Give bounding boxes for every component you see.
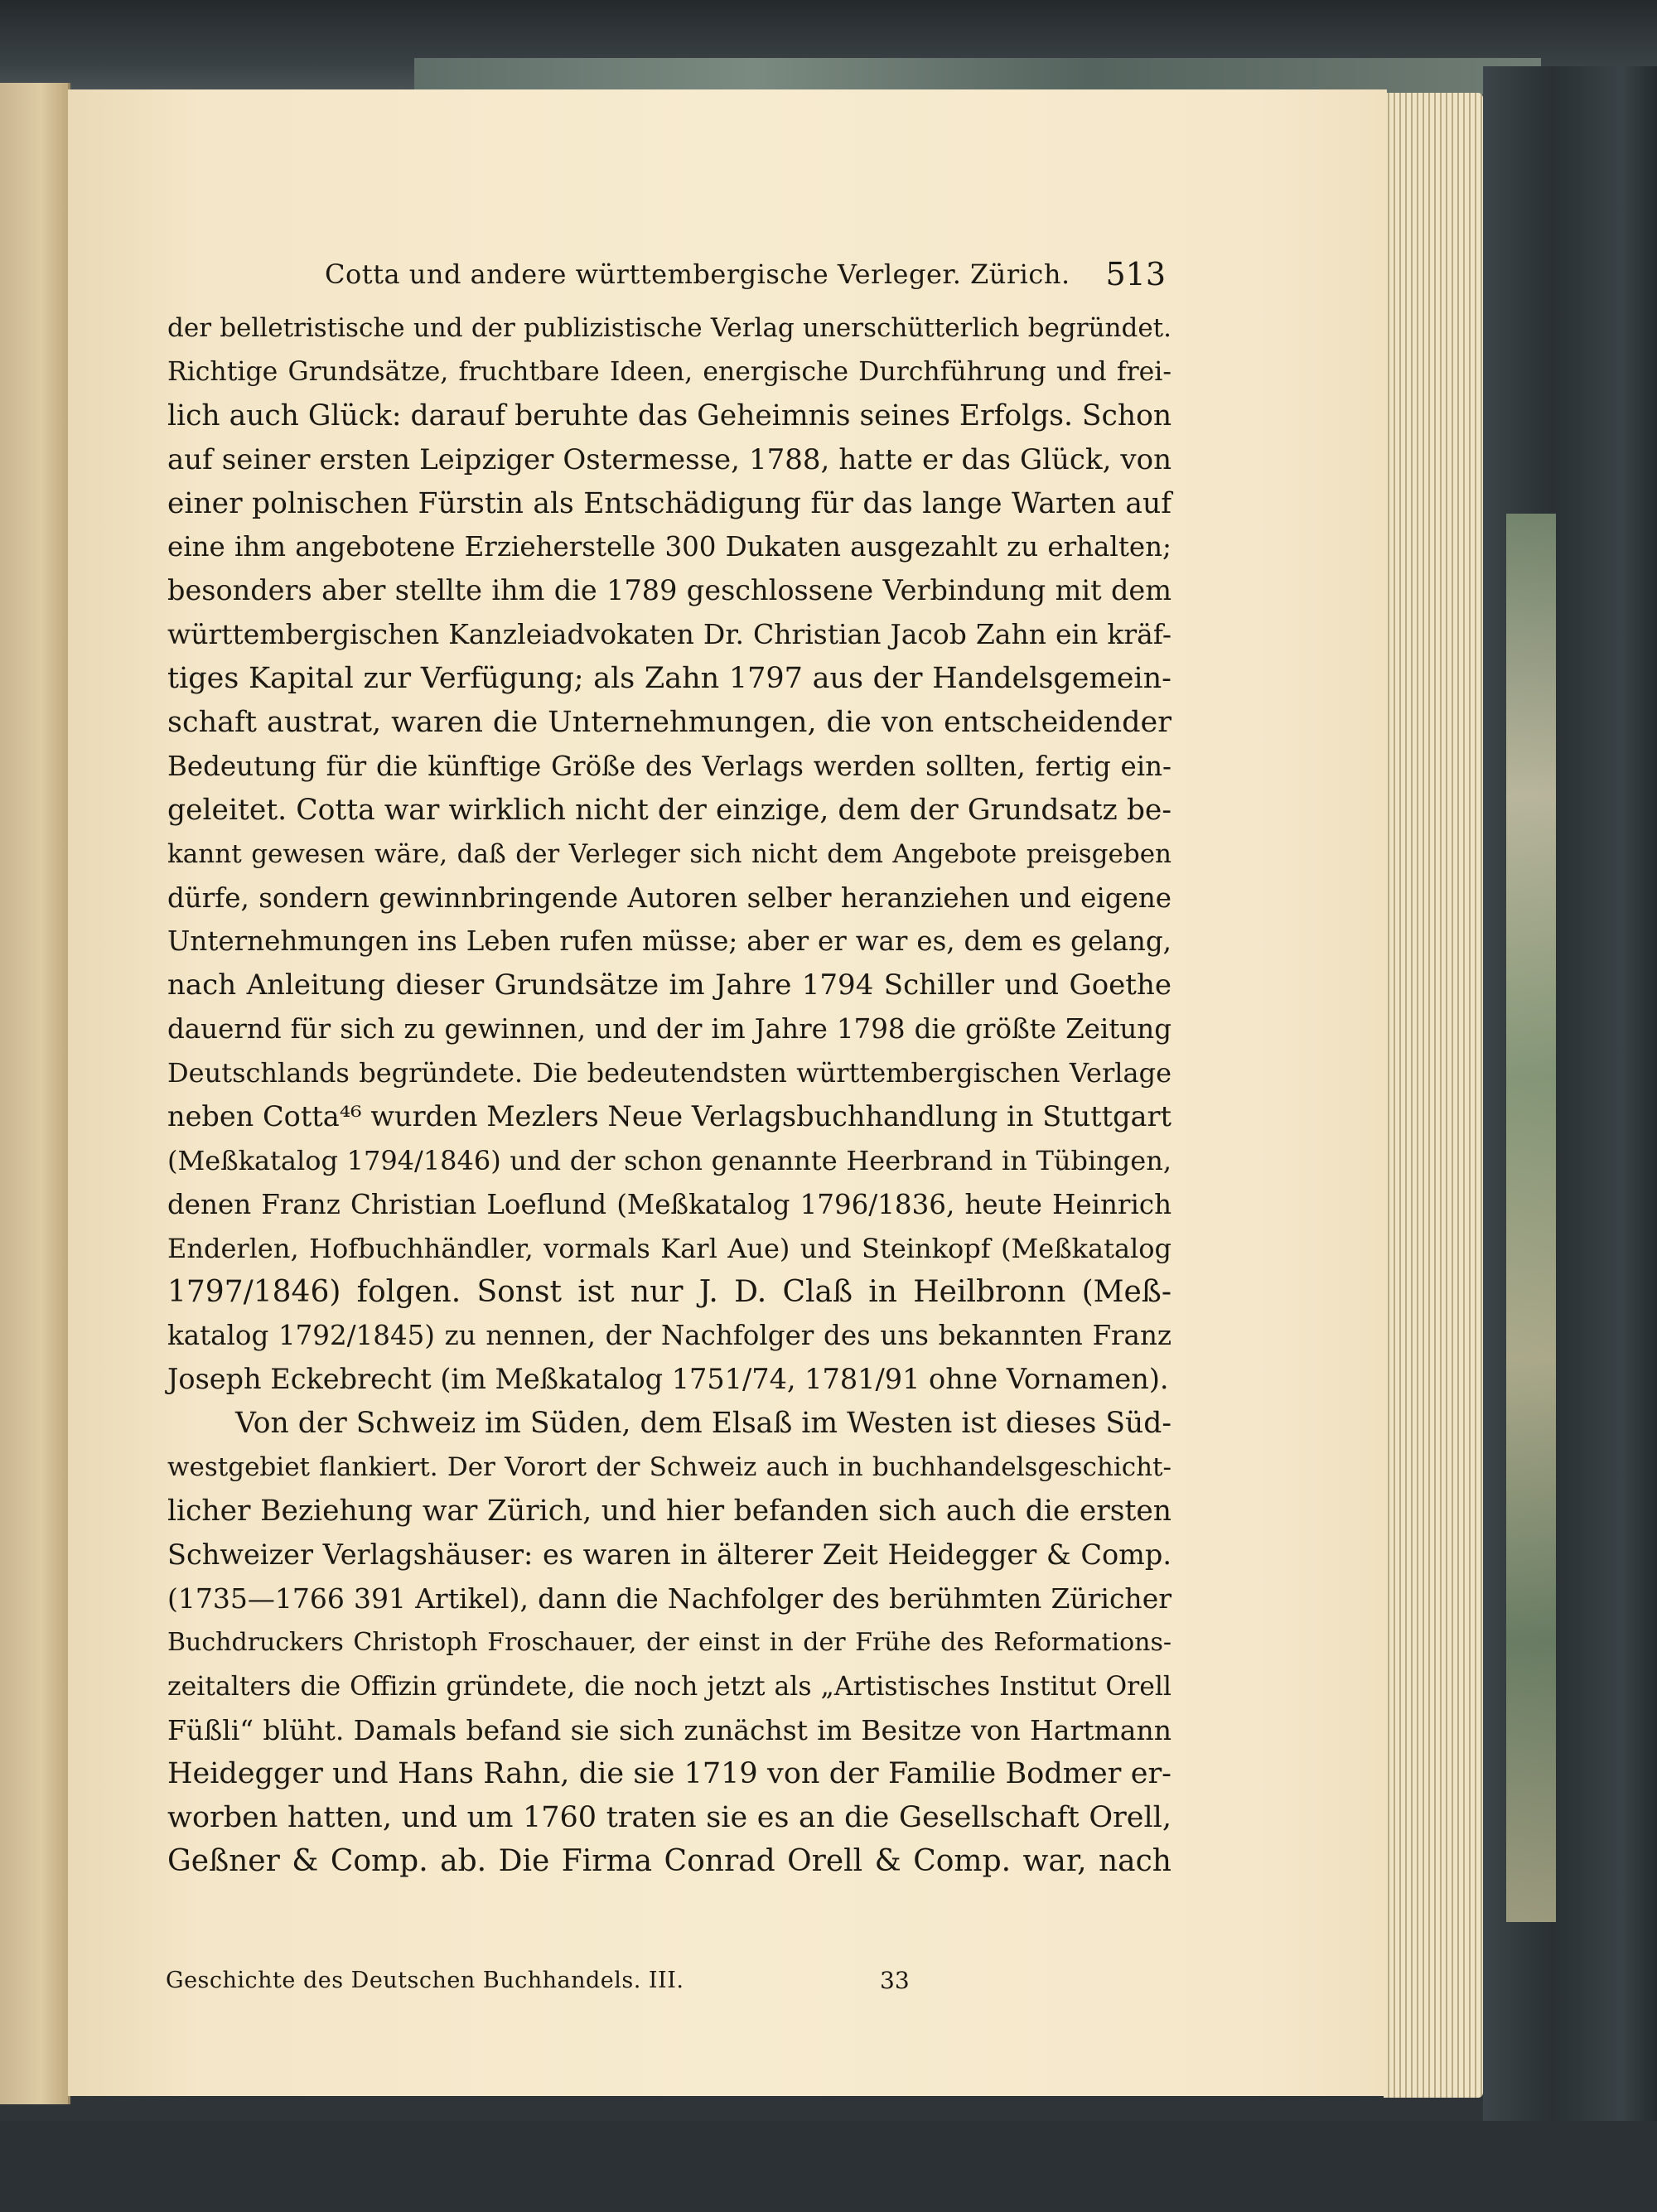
text-line: eine ihm angebotene Erzieherstelle 300 Dukaten ausgezahlt zu erhalten;	[167, 531, 1171, 563]
text-line: 1797/1846) folgen. Sonst ist nur J. D. Claß in Heilbronn (Meß-	[167, 1274, 1171, 1309]
text-line: geleitet. Cotta war wirklich nicht der einzige, dem der Grundsatz be-	[167, 793, 1171, 827]
text-line: katalog 1792/1845) zu nennen, der Nachfolger des uns bekannten Franz	[167, 1320, 1171, 1352]
text-line: Geßner & Comp. ab. Die Firma Conrad Orell & Comp. war, nach	[167, 1844, 1171, 1879]
text-line: besonders aber stellte ihm die 1789 geschlossene Verbindung mit dem	[167, 574, 1171, 607]
text-line: neben Cotta⁴⁶ wurden Mezlers Neue Verlagsbuchhandlung in Stuttgart	[167, 1100, 1171, 1133]
left-page-edge	[0, 83, 70, 2104]
footer-book-title: Geschichte des Deutschen Buchhandels. III.	[166, 1968, 684, 1993]
text-line: Von der Schweiz im Süden, dem Elsaß im Westen ist dieses Süd-	[235, 1407, 1171, 1441]
page-number: 513	[1105, 256, 1166, 292]
text-line: Buchdruckers Christoph Froschauer, der einst in der Frühe des Reformations-	[167, 1627, 1171, 1657]
text-line: nach Anleitung dieser Grundsätze im Jahre 1794 Schiller und Goethe	[167, 968, 1171, 1002]
text-line: zeitalters die Offizin gründete, die noch jetzt als „Artistisches Institut Orell	[167, 1671, 1171, 1702]
text-line: denen Franz Christian Loeflund (Meßkatalog 1796/1836, heute Heinrich	[167, 1188, 1171, 1220]
text-line: lich auch Glück: darauf beruhte das Geheimnis seines Erfolgs. Schon	[167, 398, 1172, 432]
text-line: Füßli“ blüht. Damals befand sie sich zunächst im Besitze von Hartmann	[167, 1713, 1171, 1746]
text-line: Heidegger und Hans Rahn, die sie 1719 von der Familie Bodmer er-	[167, 1757, 1171, 1791]
text-line: Joseph Eckebrecht (im Meßkatalog 1751/74, 1781/91 ohne Vornamen).	[167, 1363, 1169, 1396]
running-head: Cotta und andere württembergische Verleger. Zürich.	[325, 258, 1070, 290]
text-line: württembergischen Kanzleiadvokaten Dr. Christian Jacob Zahn ein kräf-	[167, 618, 1171, 651]
text-line: auf seiner ersten Leipziger Ostermesse, 1788, hatte er das Glück, von	[167, 442, 1171, 476]
footer-signature-mark: 33	[880, 1967, 910, 1994]
text-line: kannt gewesen wäre, daß der Verleger sich nicht dem Angebote preisgeben	[167, 838, 1171, 869]
page-block-edges	[1384, 93, 1483, 2098]
text-line: Enderlen, Hofbuchhändler, vormals Karl Aue) und Steinkopf (Meßkatalog	[167, 1232, 1171, 1264]
text-line: der belletristische und der publizistische Verlag unerschütterlich begründet.	[167, 313, 1171, 343]
text-line: schaft austrat, waren die Unternehmungen, die von entscheidender	[167, 706, 1171, 740]
text-line: Deutschlands begründete. Die bedeutendsten württembergischen Verlage	[167, 1057, 1171, 1089]
text-line: (Meßkatalog 1794/1846) und der schon genannte Heerbrand in Tübingen,	[167, 1144, 1171, 1176]
book-page	[68, 89, 1387, 2096]
text-line: tiges Kapital zur Verfügung; als Zahn 1797 aus der Handelsgemein-	[167, 662, 1171, 696]
text-line: einer polnischen Fürstin als Entschädigung für das lange Warten auf	[167, 486, 1171, 520]
text-line: worben hatten, und um 1760 traten sie es an die Gesellschaft Orell,	[167, 1801, 1171, 1835]
book-cover-bottom	[0, 2121, 1657, 2212]
text-line: Schweizer Verlagshäuser: es waren in älterer Zeit Heidegger & Comp.	[167, 1538, 1171, 1571]
text-line: dürfe, sondern gewinnbringende Autoren selber heranziehen und eigene	[167, 881, 1171, 914]
text-line: Richtige Grundsätze, fruchtbare Ideen, energische Durchführung und frei-	[167, 356, 1171, 387]
text-line: (1735—1766 391 Artikel), dann die Nachfolger des berühmten Züricher	[167, 1582, 1171, 1615]
text-line: licher Beziehung war Zürich, und hier befanden sich auch die ersten	[167, 1495, 1171, 1529]
book-cover-marbled-edge	[1506, 514, 1556, 1922]
text-line: Unternehmungen ins Leben rufen müsse; aber er war es, dem es gelang,	[167, 925, 1171, 958]
body-text	[167, 307, 1171, 1884]
text-line: westgebiet flankiert. Der Vorort der Schweiz auch in buchhandelsgeschicht-	[167, 1452, 1171, 1483]
text-line: dauernd für sich zu gewinnen, und der im Jahre 1798 die größte Zeitung	[167, 1013, 1171, 1046]
text-line: Bedeutung für die künftige Größe des Verlags werden sollten, fertig ein-	[167, 750, 1171, 782]
